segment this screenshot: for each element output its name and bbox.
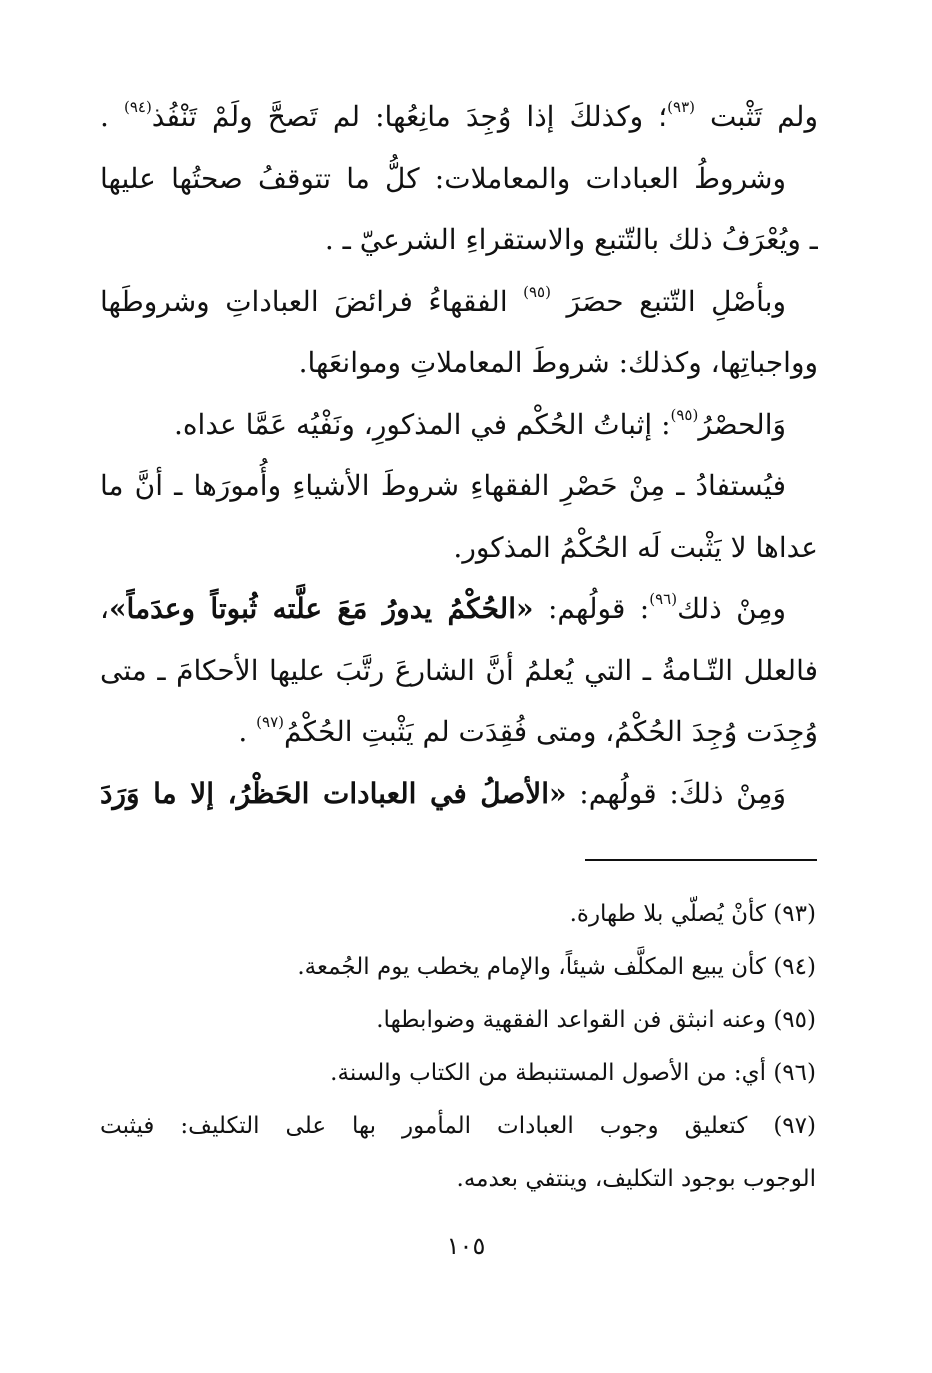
text-segment: فالعلل التّـامةُ ـ التي يُعلمُ أنَّ الشارعَ رتَّبَ عليها الأحكامَ ـ متى — [100, 653, 818, 687]
text-segment: : إثباتُ الحُكْم في المذكورِ، ونَفْيُه عَمَّا عداه. — [173, 407, 671, 441]
text-line-12 — [100, 763, 818, 825]
footnote-94: (٩٤) كأن يبيع المكلَّف شيئاً، والإمام يخطب يوم الجُمعة. — [297, 954, 816, 980]
footnote-ref-94[interactable]: (٩٤) — [123, 98, 152, 116]
text-segment: وَالحصْرُ — [698, 407, 786, 441]
footnote-separator — [585, 859, 817, 861]
text-line-6 — [100, 394, 818, 456]
text-segment: ، — [100, 592, 110, 625]
text-line-7 — [100, 455, 818, 517]
text-line-2 — [100, 148, 818, 210]
text-line-10 — [100, 640, 818, 702]
footnotes — [100, 888, 816, 1206]
text-line-9 — [100, 578, 818, 640]
text-segment: ولم تَثْبت — [695, 100, 818, 133]
text-line-1 — [100, 86, 818, 148]
text-segment: وَمِنْ ذلكَ: قولُهم: — [566, 776, 786, 810]
text-line-5 — [100, 332, 818, 394]
text-segment: عداها لا يَثْبت لَه الحُكْمُ المذكور. — [453, 530, 818, 564]
text-segment: ومِنْ ذلك — [677, 592, 786, 625]
text-segment: وشروطُ العبادات والمعاملات: كلُّ ما تتوقفُ صحتُها عليها — [100, 161, 786, 195]
text-segment: الفقهاءُ فرائضَ العباداتِ وشروطَها — [100, 284, 524, 318]
text-segment: فيُستفادُ ـ مِنْ حَصْرِ الفقهاءِ شروطَ الأشياءِ وأُمورَها ـ أنَّ ما — [100, 469, 786, 502]
text-segment: وُجِدَت وُجِدَ الحُكْمُ، ومتى فُقِدَت لم يَثْبتِ الحُكْمُ — [284, 715, 818, 748]
footnote-ref-96[interactable]: (٩٦) — [649, 590, 678, 608]
footnote-97-continuation: الوجوب بوجود التكليف، وينتفي بعدمه. — [456, 1166, 816, 1192]
page-number: ١٠٥ — [446, 1232, 486, 1260]
quoted-rule: «الأصلُ في العبادات الحَظْرُ، إلا ما وَرَدَ — [100, 776, 567, 810]
footnote-97: (٩٧) كتعليق وجوب العبادات المأمور بها على التكليف: فيثبت — [100, 1113, 816, 1139]
text-segment: . — [100, 100, 124, 133]
text-line-11 — [100, 701, 818, 763]
footnote-ref-95[interactable]: (٩٥) — [523, 282, 551, 301]
text-segment: وبأصْلِ التّتبع حصَرَ — [550, 284, 786, 318]
text-line-4 — [100, 271, 818, 333]
text-line-3 — [100, 209, 818, 271]
quoted-rule: «الحُكْمُ يدورُ مَعَ علَّته ثُبوتاً وعدَماً» — [109, 592, 534, 625]
text-segment: ؛ وكذلكَ إذا وُجِدَ مانِعُها: لم تَصحَّ ولَمْ تَنْفُذ — [151, 100, 668, 133]
footnote-ref-97[interactable]: (٩٧) — [256, 713, 285, 731]
text-segment: : قولُهم: — [533, 592, 650, 625]
footnote-93: (٩٣) كأنْ يُصلّي بلا طهارة. — [569, 901, 816, 927]
text-segment: ـ ويُعْرَفُ ذلك بالتّتبع والاستقراءِ الشرعيّ ـ . — [324, 223, 818, 256]
text-segment: . — [238, 715, 257, 748]
main-text — [100, 86, 818, 824]
footnote-ref-95-b[interactable]: (٩٥) — [670, 405, 699, 424]
footnote-96: (٩٦) أي: من الأصول المستنبطة من الكتاب والسنة. — [330, 1060, 816, 1086]
footnote-ref-93[interactable]: (٩٣) — [667, 98, 695, 116]
footnote-95: (٩٥) وعنه انبثق فن القواعد الفقهية وضوابطها. — [376, 1007, 816, 1033]
text-segment: وواجباتِها، وكذلك: شروطَ المعاملاتِ وموانعَها. — [298, 346, 818, 379]
text-line-8 — [100, 517, 818, 579]
